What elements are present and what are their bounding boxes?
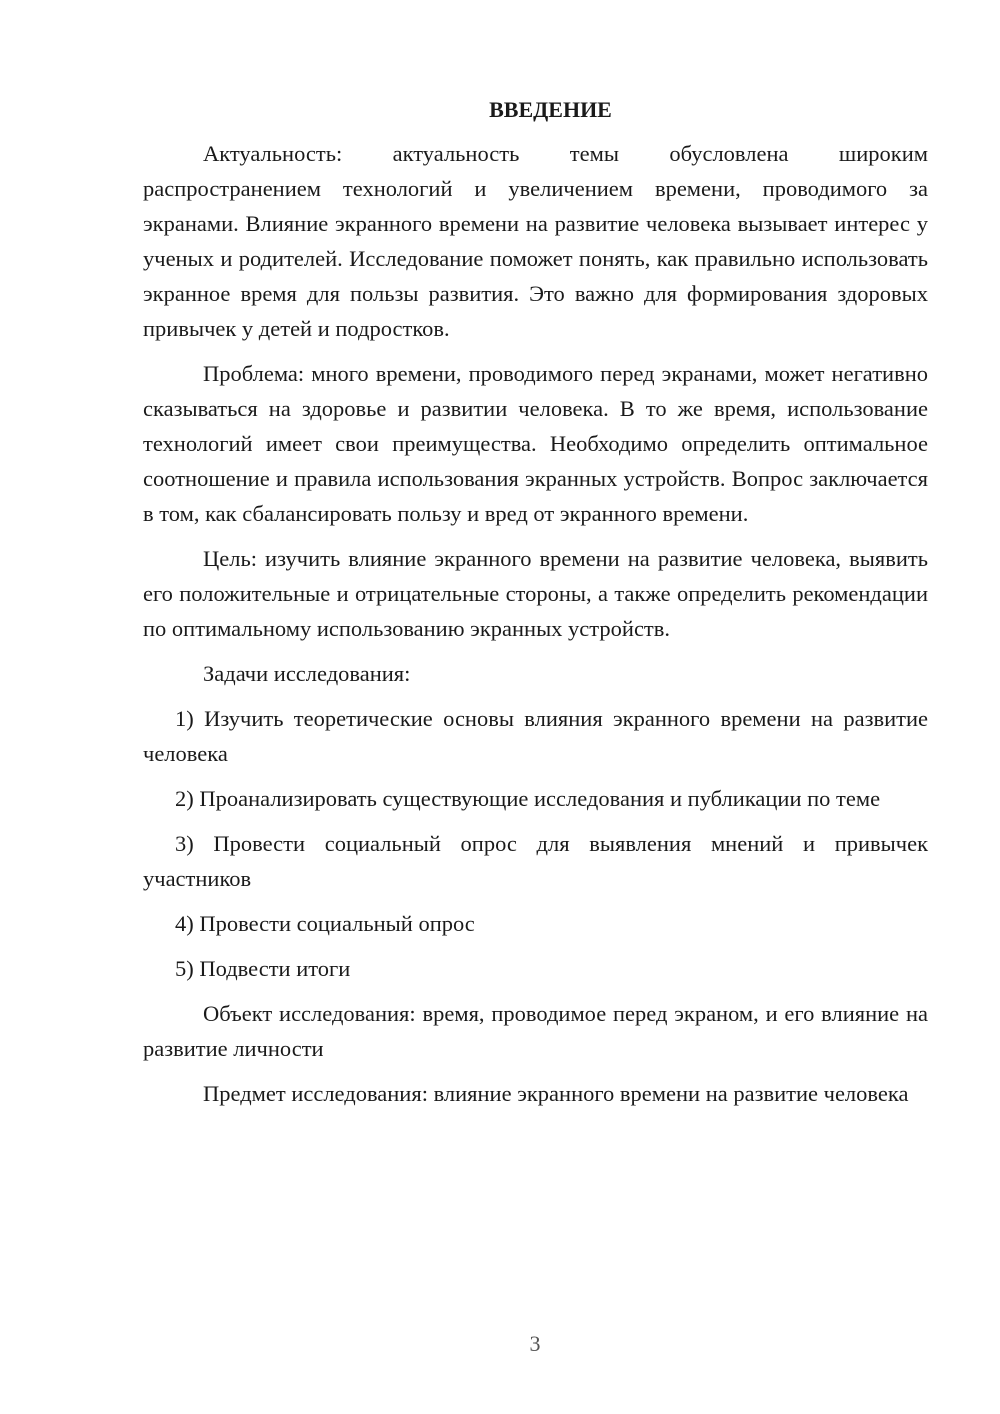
page-content	[143, 92, 928, 1121]
tasks-intro: Задачи исследования:	[203, 661, 411, 686]
paragraph-relevance: Актуальность: актуальность темы обусловлена широким распространением технологий и увеличением времени, проводимого за экранами. Влияние экранного времени на развитие человека вызывает интерес у ученых и родителей. Исследование поможет понять, как правильно использовать экранное время для пользы развития. Это важно для формирования здоровых привычек у детей и подростков.	[143, 141, 928, 341]
task-item-2: 2) Проанализировать существующие исследования и публикации по теме	[175, 786, 881, 811]
paragraph-object: Объект исследования: время, проводимое перед экраном, и его влияние на развитие личности	[143, 1001, 928, 1061]
task-item-1: 1) Изучить теоретические основы влияния экранного времени на развитие человека	[143, 706, 928, 766]
page-number: 3	[529, 1331, 541, 1356]
paragraph-problem: Проблема: много времени, проводимого перед экранами, может негативно сказываться на здоровье и развитии человека. В то же время, использование технологий имеет свои преимущества. Необходимо определить оптимальное соотношение и правила использования экранных устройств. Вопрос заключается в том, как сбалансировать пользу и вред от экранного времени.	[143, 361, 928, 526]
paragraph-goal: Цель: изучить влияние экранного времени на развитие человека, выявить его положительные и отрицательные стороны, а также определить рекомендации по оптимальному использованию экранных устройств.	[143, 546, 928, 641]
task-item-4: 4) Провести социальный опрос	[175, 911, 475, 936]
section-heading: ВВЕДЕНИЕ	[489, 97, 612, 122]
task-item-3: 3) Провести социальный опрос для выявления мнений и привычек участников	[143, 831, 928, 891]
paragraph-subject: Предмет исследования: влияние экранного времени на развитие человека	[203, 1081, 909, 1106]
task-item-5: 5) Подвести итоги	[175, 956, 351, 981]
